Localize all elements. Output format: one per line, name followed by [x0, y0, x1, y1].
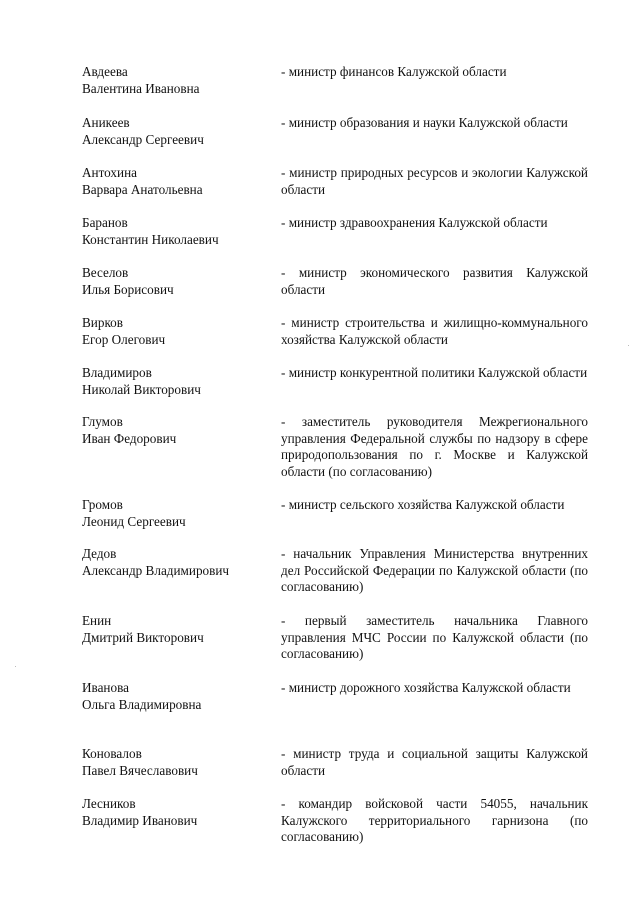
member-name [82, 796, 267, 829]
member-name [82, 315, 267, 348]
member-surname: Глумов [82, 414, 123, 429]
member-surname: Баранов [82, 215, 128, 230]
scan-speck [628, 345, 629, 346]
member-given-names: Иван Федорович [82, 430, 177, 446]
member-position: - заместитель руководителя Межрегионального управления Федеральной службы по надзору в сфере природопользования по г. Москве и Калужской области (по согласованию) [281, 414, 588, 479]
member-surname: Иванова [82, 680, 129, 695]
member-given-names: Константин Николаевич [82, 231, 219, 247]
member-surname: Владимиров [82, 365, 152, 380]
member-given-names: Александр Владимирович [82, 562, 230, 578]
scan-speck [15, 666, 16, 667]
member-given-names: Владимир Иванович [82, 812, 198, 828]
member-name [82, 165, 267, 198]
member-name [82, 746, 267, 779]
member-position: - министр образования и науки Калужской области [281, 115, 568, 130]
member-name [82, 365, 267, 398]
member-name [82, 680, 267, 713]
member-name [82, 414, 267, 447]
member-position: - министр дорожного хозяйства Калужской области [281, 680, 571, 695]
member-given-names: Валентина Ивановна [82, 80, 200, 96]
member-surname: Лесников [82, 796, 136, 811]
member-surname: Коновалов [82, 746, 142, 761]
member-position: - министр здравоохранения Калужской области [281, 215, 548, 230]
member-given-names: Варвара Анатольевна [82, 181, 203, 197]
member-name [82, 265, 267, 298]
member-given-names: Александр Сергеевич [82, 131, 204, 147]
member-surname: Дедов [82, 546, 117, 561]
member-given-names: Павел Вячеславович [82, 762, 198, 778]
member-surname: Авдеева [82, 64, 128, 79]
member-position: - министр экономического развития Калужской области [281, 265, 588, 297]
member-name [82, 546, 267, 579]
member-surname: Аникеев [82, 115, 130, 130]
member-position: - министр конкурентной политики Калужской области [281, 365, 588, 380]
member-given-names: Николай Викторович [82, 381, 201, 397]
member-position: - министр строительства и жилищно-коммунального хозяйства Калужской области [281, 315, 588, 347]
member-position: - командир войсковой части 54055, начальник Калужского территориального гарнизона (по согласованию) [281, 796, 588, 845]
member-name [82, 497, 267, 530]
member-name [82, 115, 267, 148]
member-position: - начальник Управления Министерства внутренних дел Российской Федерации по Калужской области (по согласованию) [281, 546, 588, 595]
member-position: - министр природных ресурсов и экологии Калужской области [281, 165, 588, 197]
member-given-names: Илья Борисович [82, 281, 174, 297]
member-given-names: Егор Олегович [82, 331, 166, 347]
member-name [82, 64, 267, 97]
member-name [82, 215, 267, 248]
member-position: - министр финансов Калужской области [281, 64, 507, 79]
member-position: - министр труда и социальной защиты Калужской области [281, 746, 588, 778]
member-given-names: Дмитрий Викторович [82, 629, 204, 645]
member-position: - министр сельского хозяйства Калужской области [281, 497, 565, 512]
member-surname: Веселов [82, 265, 129, 280]
member-position: - первый заместитель начальника Главного управления МЧС России по Калужской области (по согласованию) [281, 613, 588, 662]
member-given-names: Леонид Сергеевич [82, 513, 186, 529]
member-surname: Антохина [82, 165, 137, 180]
member-name [82, 613, 267, 646]
member-given-names: Ольга Владимировна [82, 696, 202, 712]
member-surname: Вирков [82, 315, 124, 330]
member-surname: Енин [82, 613, 112, 628]
member-surname: Громов [82, 497, 123, 512]
